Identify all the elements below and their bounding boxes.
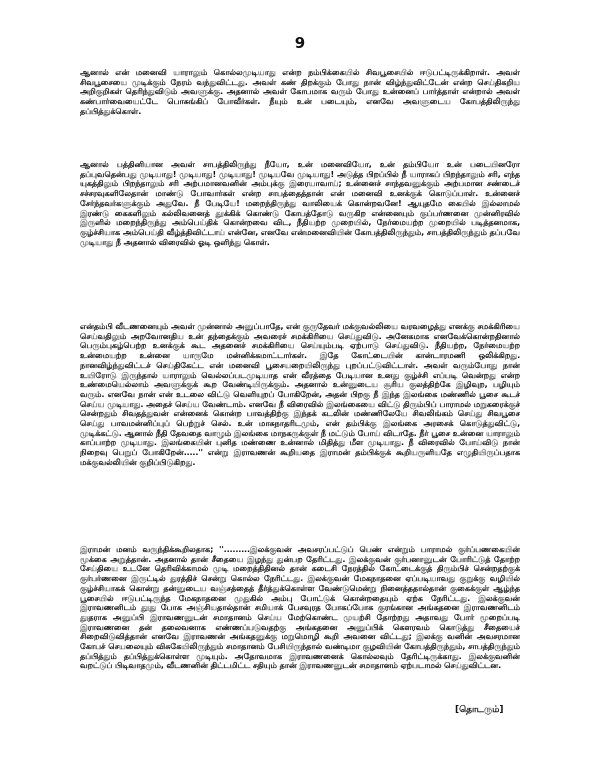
continued-label: [தொடரும்] [455,705,504,715]
paragraph-1: ஆனால் என் மனைவி யாராலும் கொல்லமுடியாது என்ற நம்பிக்கையில் சிவபூசையில் ஈடுபட்டிருக்கிறாள். அவள் சிவபூசையை முடிக்கும் நேரம் வந்துவிட்டது. அவள் கண் திறக்கும் போது நான் விழ்ந்துவிட்டேன் என்ற செய்திகறிய அறிகுறிகள் தெரிந்துவிடும் அவளுக்கு. அதனால் அவள் கோபமாக வரும் போது உன்னைப் பார்த்தாள் என்றால் அவள் கண்பார்வையைட்டே பொசுங்கிப் போவீர்கள். நீயும் உன் படையும், எனவே அவளுடைய கோபத்திலிருந்து தப்பித்துக்கொள். [80,68,520,116]
paragraph-3: என்தம்பி வீடணனையும் அவள் முன்னால் அனுப்பாதே, என் குருதேவர் மக்குவல்லியை வரவழைத்து எனக்கு சமக்கிரியை செய்வதிலும் அறவோனதிய உன் தந்தைக்கும் அவரைச் சமக்கிரியை செய்துவிடு. அனேகமாக எனவேக்கொன்றதினால் பெரும்புகழ்பெற்ற உனக்குக் கூட அதனைச் சமக்கிரியை செய்யும்படி ஏற்பாடு செய்துவிடு. நீதியற்ற, நேர்மையற்ற உன்மையற்ற உன்னை யாருமே மன்னிக்கமாட்டார்கள். இதே கோட்டையின் கான்டாரமணி ஒலிக்கிறது. நானவிழ்ந்துவிட்டச் செய்திகேட்ட என் மனைவி பூசையறையிலிருந்து புறப்பட்டுவிட்டாள். அவள் வரும்போது நான் உயிரோடு இருந்தால் யாராலும் வெல்லப்படமுடியாத என் வீரத்தை பேடியான உனது குழ்ச்சி எப்படி வென்றது என்ற உண்மையெல்லாம் அவளுக்குக் கூற வேண்டியிருக்கும். அதனால் உன்னுடைய சூரிய குலத்திற்கே இழிவுற, பழியும் வரும். எனவே நான் என் உடலை விட்டு வெளியுறப் போகிறேன், அதன் பிறகு நீ இந்த இலங்கை மண்ணில் பூசை கூடச் செய்ய முடியாது. அதைச் செய்ய வேண்டாம். எனவே நீ விரைவில் இலங்கையை விட்டு திரும்பிப் பாராமல் மறுகரைக்குச் சென்றதும் சிவதத்துவன் என்னைக் கொன்ற பாவத்திற்கு இந்தக் கடலின் மண்ணிலேயே சிவலிங்கம் செய்து சிவபூசை செய்து பாவமன்னிப்புப் பெற்றுச் செல். உன் மாசுநாதரிடமும், என் தம்பிக்கு இலங்கை அரசைக் கொடுத்துவிட்டு, முடிக்கட்டு. ஆனால் நீதி தேவதை வாழும் இலங்கை மாநகருக்குள் நீ மட்டும் போய் விடாதே. நீர் பூசை உன்னை யாராலும் காப்பாற்ற முடியாது. இலங்கையின் புனித மண்ணை உன்னால் மிதித்து மீள முடியாது. நீ விரைவில் போய்விடு நான் நிறைவு பெறுப் போகிறேன்.....'' என்று இராவணன் கூறியதை இராமன் தம்பிக்குக் கூறியருளியதே எழுதியிருப்பதாக மக்குவல்லியின் குறிப்பிடுகிறது. [80,322,520,467]
paragraph-4: இராமன் மனம் வருந்திக்கூறிலதாக; ''.........இலக்குவன் அவசரப்பட்டுப் பெண் என்றும் பாராமல் குர்ப்பணகையின் மூக்கை அறுத்தான். அதனால் தான் சீதையை இழந்து துன்பற தேரிட்டது. இலக்குவன் குர்பனானுடன் போரிட்டுத் தோற்ற சேய்தியை உடனே தெரிவிக்காமல் முடி மறைத்திதினல் தான் கடைசி நேரத்தில் கோட்டைக்குத் திரும்பிச் சென்றதற்குக் குர்பர்ணனை இருட்டில் துரத்திச் சென்று கொல்ல நேரிட்டது. இலக்குவன் மேகநாதனை ஏப்படியாவது குறுக்கு வழியில் குழ்ச்சியாகக் கொன்று தன்னுடைய வஞ்சத்தைத் தீர்த்துக்கொள்ள வேண்டுமென்று நினைத்ததால்தான் குகைக்குள் ஆழ்ந்த பூசையில் ஈடுபட்டிருந்த மேகநாதனை முதுகில் அம்பு போட்டுக் கொன்றதையும் ஏற்க நேரிட்டது. இலக்குவன் இராவணனிடம் தூது போக அஞ்சியதால்தான் சமியாக் பேசவுரத போகப்போக குரங்கான அங்கதனை இராவணனிடம் தூதராக அனுப்பி இராவணனுடன் சமாதானம் செய்ய மேற்கொண்ட முயற்சி தோற்றது அதாவது போர் மூறைப்படி இராவணனை தன் தலைவனாக எண்ணப்படுவதற்கு அங்கதனை அனுப்பிக் கெளரவம் கொடுத்து சீதையைச் சிறைவிடுவித்தான் எனவே இராவணன் அங்கதனுக்கு மறுமொழி கூறி அவனை விட்டது; இலக்கு வனின் அவசரமான கோபச் செயலையும் விசுகேயிலிருந்தும் சமாதானம் பேசியிருந்தால் வண்டிமா குழவியின் கோபத்திருந்தும், சாபத்திருந்தும் தப்பித்தும் தப்பித்துக்கொள்ள முடியும். அதோவமாக இராவணனைக் கொல்லவும் தேரிட்டிருக்காது. இலக்குவனின் வறட்டுப் பிடிவாதமும், வீடணனின் திட்டமிட்ட சதியும் தான் இராவணனுடன் சமாதானம் ஏற்படாமல் செய்துவிட்டன. [80,545,520,671]
page-number: 9 [294,34,306,52]
paragraph-2: ஆனால் பத்தினியான அவள் சாபத்திலிருந்து நீயோ, உன் மனைவியோ, உன் தம்பியோ உன் படையினரோ தப்புவதென்பது முடியாது! முடியாது! முடியாது! முடியவே முடியாது! அடுத்த பிறப்பில் நீ யாராகப் பிறந்தாலும் சரி, எந்த யுகத்திலும் பிறந்தாலும் சரி அற்பமானவனின் அம்புக்கு இரையாவாய்; உன்னைச் சாந்தவனுக்கும் அற்பமான சண்டைச் சச்சரவுகளிலேதான் மாண்டு போவார்கள் என்ற சாபத்தைத்தான் என் மனைவி உனக்குக் கொடுப்பாள். உன்னைச் சேர்ந்தவர்களுக்கும் அதுவே. நீ பேடியே! மறைந்திருந்து வாலியைக் கொன்றவனே! ஆயுதமே கையில் இல்லாமல் இரண்டு கைகளிலும் கல்லிவனைத் தூக்கிக் கொண்டு கோபத்தோடு வருகிற என்னையும் குப்பர்ணனை முன்னிரவில் இருளில் மறைந்திருந்து அம்பெய்திக் கொன்றவை விட, நீதியற்ற முறையில், நேர்மையற்ற முறையில் படித்தனமாக, குழ்ச்சியாக அம்பெய்தி வீழ்த்திவிட்டாய் என்னே, எனவே என்மனைவியின் கோபத்திலிருந்தும், சாபத்திலிருந்தும் தப்பவே முடியாது நீ அதனால் விரைவில் ஓடி ஒளிந்து கொள். [80,160,520,247]
